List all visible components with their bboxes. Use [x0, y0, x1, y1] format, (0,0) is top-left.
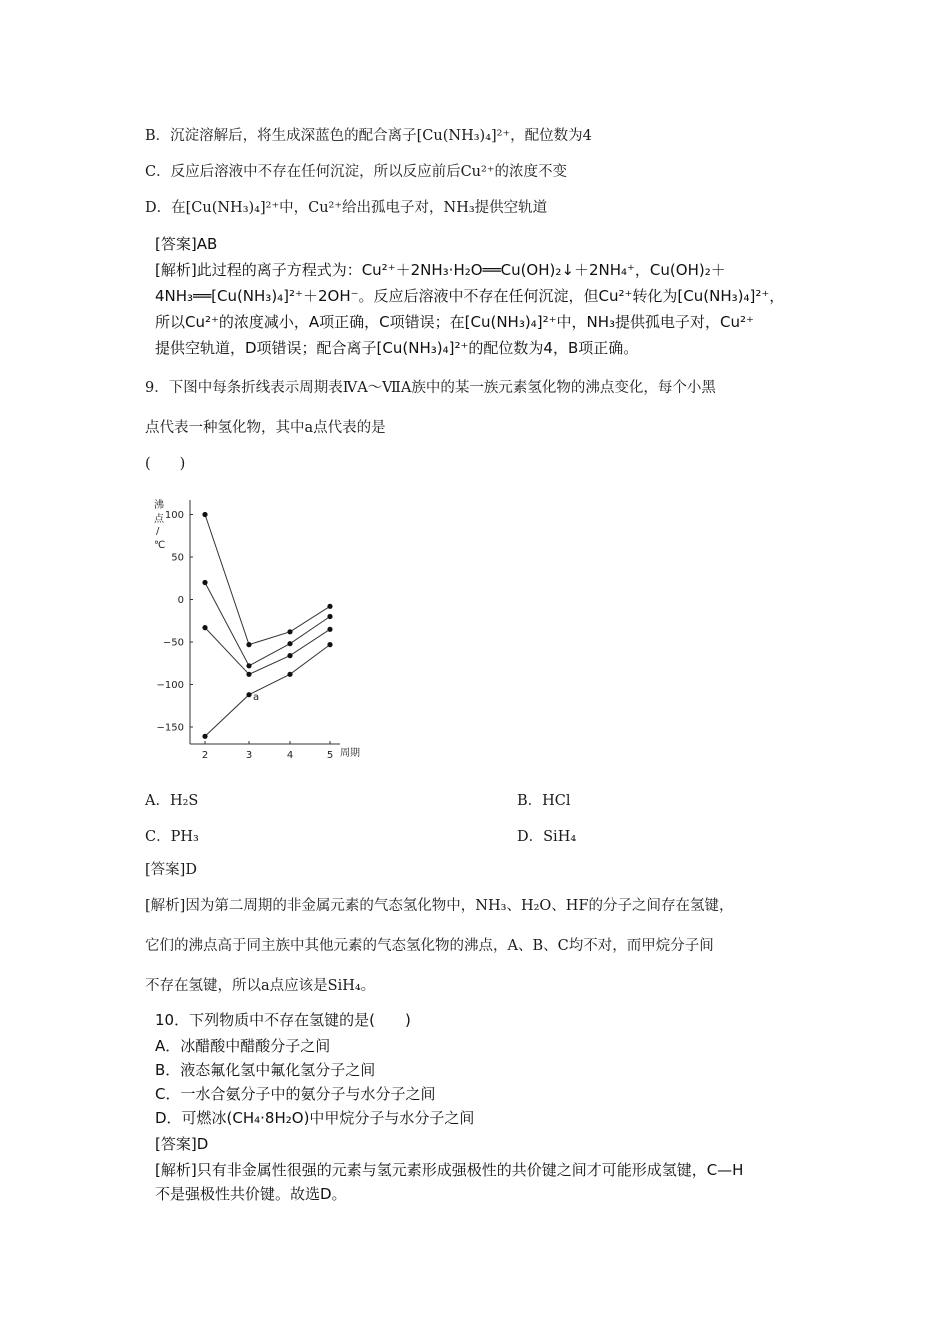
chart-point — [246, 663, 251, 668]
chart-x-tick-label: 2 — [201, 750, 209, 761]
q10-answer: [答案]D — [155, 1135, 209, 1153]
q9-analysis-line-2: 它们的沸点高于同主族中其他元素的气态氢化物的沸点，A、B、C均不对，而甲烷分子间 — [145, 938, 714, 954]
chart-series-line-2 — [205, 583, 330, 666]
chart-point — [246, 692, 251, 697]
q8-analysis-line-3: 所以Cu²⁺的浓度减小，A项正确，C项错误；在[Cu(NH₃)₄]²⁺中，NH₃提供孤电子对，Cu²⁺ — [155, 313, 754, 331]
chart-point — [287, 641, 292, 646]
chart-ylabel-2: 点 — [154, 514, 164, 525]
q8-analysis-line-4: 提供空轨道，D项错误；配合离子[Cu(NH₃)₄]²⁺的配位数为4，B项正确。 — [155, 339, 639, 357]
q8-answer: [答案]AB — [155, 235, 218, 253]
q8-analysis-line-2: 4NH₃══[Cu(NH₃)₄]²⁺＋2OH⁻。反应后溶液中不存在任何沉淀，但Cu²⁺转化为[Cu(NH₃)₄]²⁺， — [155, 287, 785, 305]
chart-y-tick-label: −50 — [162, 637, 184, 649]
q9-stem-line-1: 9．下图中每条折线表示周期表ⅣA～ⅦA族中的某一族元素氢化物的沸点变化，每个小黑 — [145, 380, 716, 396]
q9-option-a: A．H₂S — [145, 793, 199, 809]
q8-option-d: D．在[Cu(NH₃)₄]²⁺中，Cu²⁺给出孤电子对，NH₃提供空轨道 — [145, 200, 548, 216]
chart-point — [246, 672, 251, 677]
chart-series-line-3 — [205, 628, 330, 675]
q10-option-b: B．液态氟化氢中氟化氢分子之间 — [155, 1061, 376, 1079]
chart-y-tick-label: 0 — [177, 595, 184, 606]
q8-option-b: B．沉淀溶解后，将生成深蓝色的配合离子[Cu(NH₃)₄]²⁺，配位数为4 — [145, 128, 592, 144]
chart-xlabel: 周期 — [340, 748, 360, 759]
chart-point — [327, 604, 332, 609]
chart-tick-labels — [157, 510, 334, 761]
chart-point — [202, 734, 207, 739]
chart-point — [246, 642, 251, 647]
chart-y-tick-label: −150 — [156, 722, 184, 734]
q9-option-b: B．HCl — [517, 793, 571, 809]
chart-point — [327, 642, 332, 647]
chart-point — [202, 512, 207, 517]
q9-answer: [答案]D — [145, 862, 197, 878]
chart-y-tick-label: 50 — [171, 552, 184, 564]
chart-point — [287, 629, 292, 634]
chart-point — [327, 627, 332, 632]
q10-analysis-line-2: 不是强极性共价键。故选D。 — [155, 1185, 347, 1203]
q9-option-c: C．PH₃ — [145, 829, 199, 845]
q9-analysis-line-3: 不存在氢键，所以a点应该是SiH₄。 — [145, 978, 376, 994]
q10-analysis-line-1: [解析]只有非金属性很强的元素与氢元素形成强极性的共价键之间才可能形成氢键，C—H — [155, 1161, 744, 1179]
chart-ylabel-1: 沸 — [154, 500, 164, 511]
q9-answer-paren: ( ) — [145, 456, 186, 472]
chart-x-tick-label: 4 — [286, 750, 294, 761]
chart-x-tick-label: 3 — [245, 750, 253, 761]
q9-option-d: D．SiH₄ — [517, 829, 577, 845]
chart-point — [287, 653, 292, 658]
q10-option-a: A．冰醋酸中醋酸分子之间 — [155, 1037, 331, 1055]
chart-point — [287, 672, 292, 677]
chart-y-tick-label: −100 — [156, 680, 184, 691]
chart-data-points — [202, 512, 332, 739]
chart-series-line-1 — [205, 515, 330, 645]
q9-stem-line-2: 点代表一种氢化物，其中a点代表的是 — [145, 420, 386, 436]
chart-point — [202, 580, 207, 585]
chart-point — [202, 625, 207, 630]
q10-option-c: C．一水合氨分子中的氨分子与水分子之间 — [155, 1085, 436, 1103]
chart-point — [327, 614, 332, 619]
boiling-point-chart — [150, 492, 380, 762]
q10-option-d: D．可燃冰(CH₄·8H₂O)中甲烷分子与水分子之间 — [155, 1109, 475, 1127]
chart-ylabel-4: ℃ — [154, 540, 166, 551]
q10-stem: 10．下列物质中不存在氢键的是( ) — [155, 1011, 411, 1029]
q9-analysis-line-1: [解析]因为第二周期的非金属元素的气态氢化物中，NH₃、H₂O、HF的分子之间存在氢键， — [145, 898, 734, 914]
q8-option-c: C．反应后溶液中不存在任何沉淀，所以反应前后Cu²⁺的浓度不变 — [145, 164, 567, 180]
chart-series-line-4 — [205, 645, 330, 737]
chart-annotation-a: a — [253, 692, 260, 703]
chart-x-tick-label: 5 — [326, 750, 334, 761]
chart-y-tick-label: 100 — [164, 510, 184, 521]
chart-ylabel-3: / — [156, 526, 160, 537]
chart-series-lines — [205, 515, 330, 737]
q8-analysis-line-1: [解析]此过程的离子方程式为：Cu²⁺＋2NH₃·H₂O══Cu(OH)₂↓＋2NH₄⁺，Cu(OH)₂＋ — [155, 261, 726, 279]
